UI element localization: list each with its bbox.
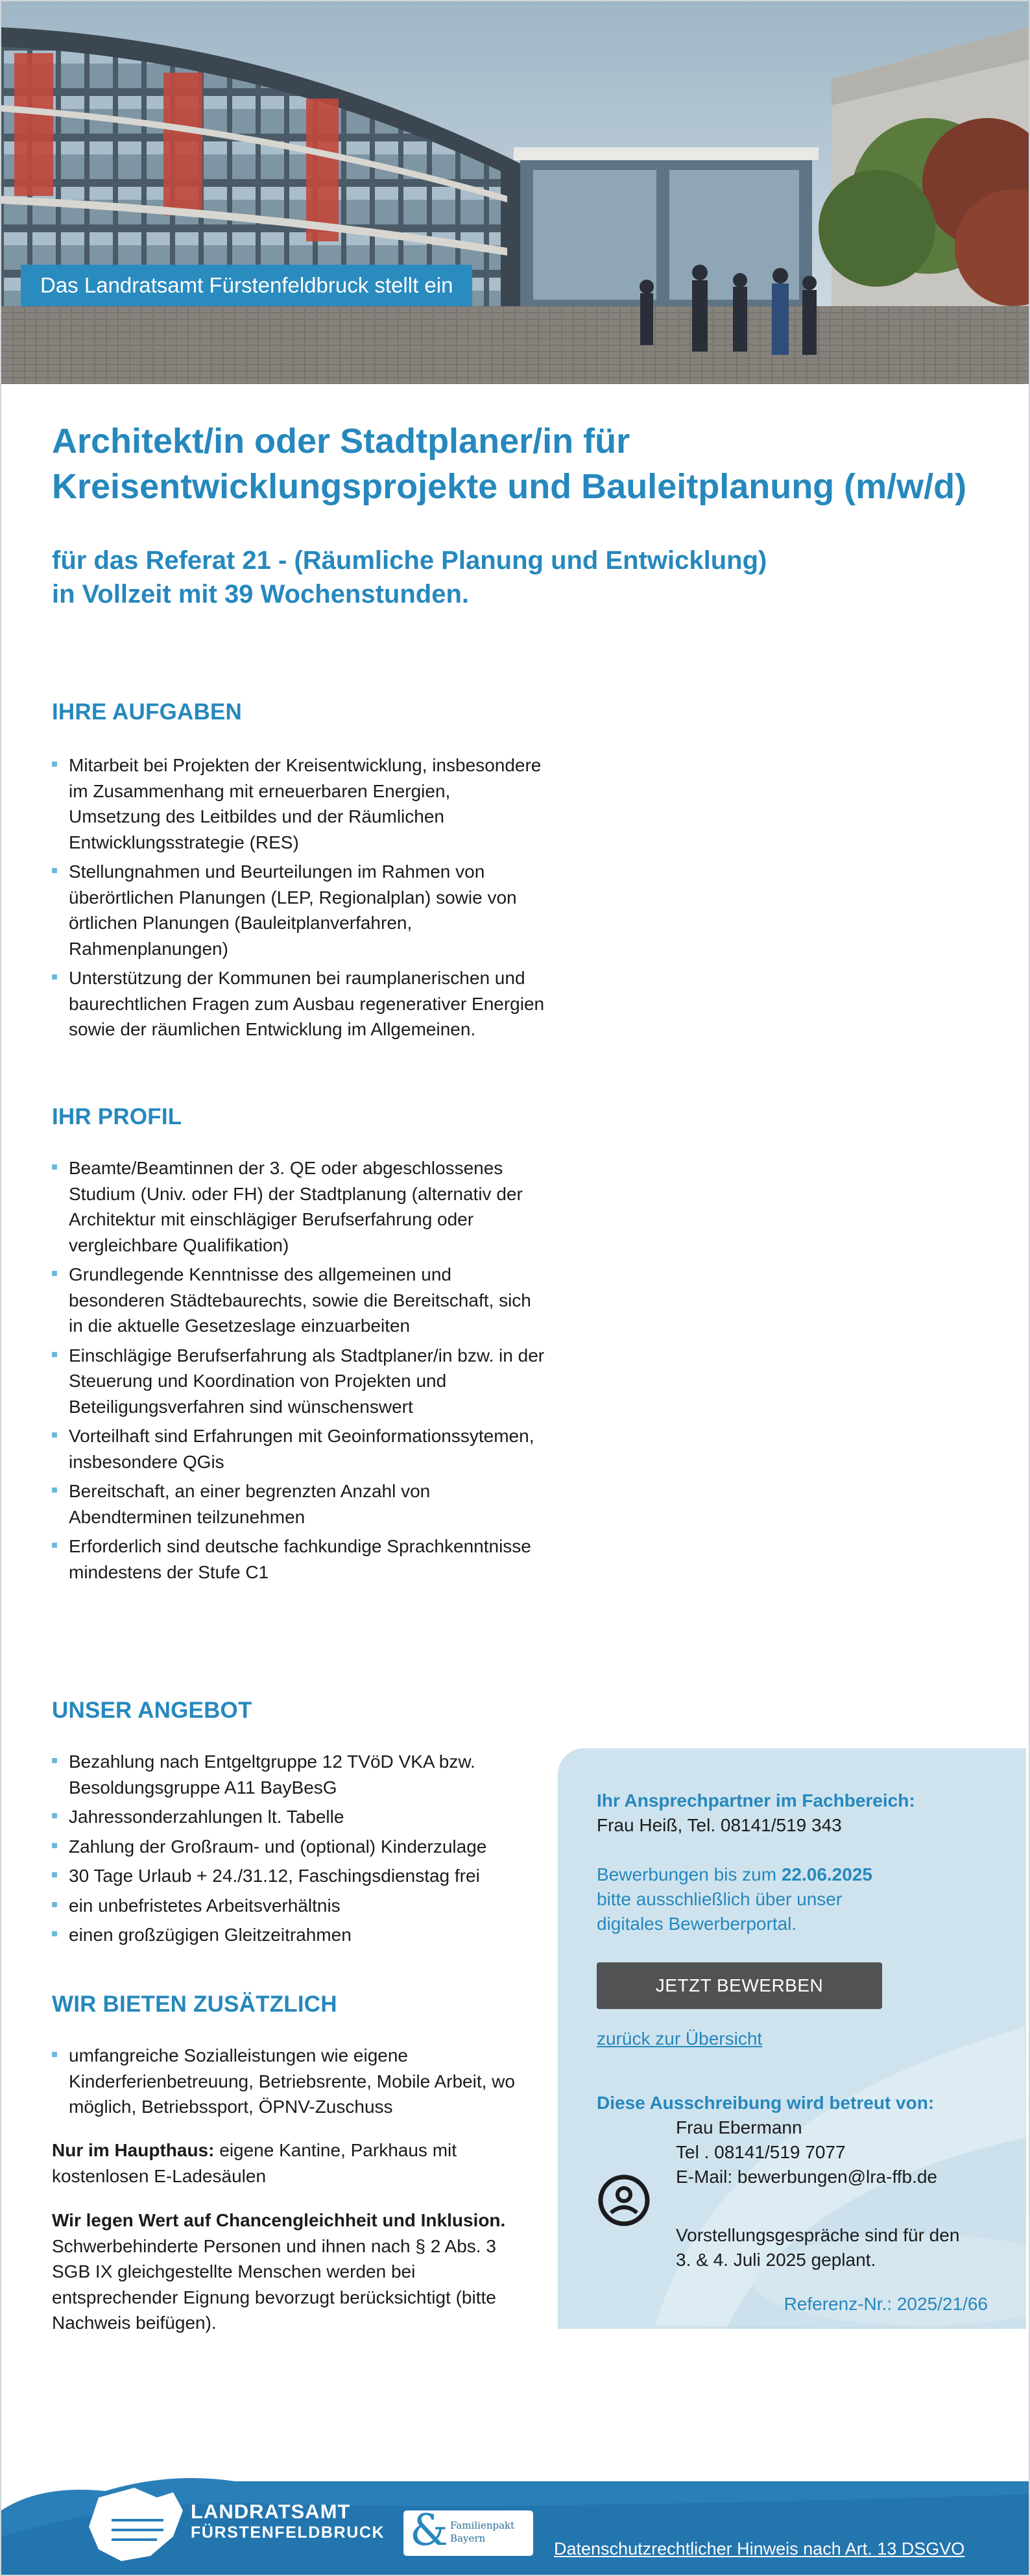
list-item: Einschlägige Berufserfahrung als Stadtplaner/in bzw. in der Steuerung und Koordination von Projekten und Beteiligungsverfahren sind wünschenswert — [52, 1343, 545, 1420]
interview-line1: Vorstellungsgespräche sind für den — [676, 2225, 960, 2245]
list-item: Beamte/Beamtinnen der 3. QE oder abgeschlossenes Studium (Univ. oder FH) der Stadtplanung (alternativ der Architektur mit einschlägiger Berufserfahrung oder vergleichbare Qualifikation) — [52, 1155, 545, 1258]
job-title-line1: Architekt/in oder Stadtplaner/in für — [52, 422, 630, 461]
list-item: Zahlung der Großraum- und (optional) Kinderzulage — [52, 1834, 545, 1860]
section-title-angebot: UNSER ANGEBOT — [52, 1698, 252, 1723]
angebot-list — [52, 1749, 545, 1952]
deadline-line1 — [597, 1862, 872, 1887]
zusaetzlich-list — [52, 2043, 545, 2124]
fach-person: Frau Heiß, Tel. 08141/519 343 — [597, 1815, 842, 1835]
back-link-wrap — [597, 2028, 762, 2049]
betreut-label: Diese Ausschreibung wird betreut von: — [597, 2093, 935, 2113]
ampersand-icon: & — [410, 2505, 448, 2555]
deadline-line2: bitte ausschließlich über unser — [597, 1889, 843, 1909]
job-title — [52, 418, 1012, 509]
contact-box — [558, 1748, 1026, 2329]
list-item: Stellungnahmen und Beurteilungen im Rahmen von überörtlichen Planungen (LEP, Regionalplan) sowie von örtlichen Planungen (Bauleitplanverfahren, Rahmenplanungen) — [52, 859, 545, 961]
section-title-aufgaben: IHRE AUFGABEN — [52, 699, 242, 725]
haupthaus-note — [52, 2137, 532, 2189]
deadline-line3: digitales Bewerberportal. — [597, 1914, 797, 1934]
inklusion-note — [52, 2208, 532, 2336]
deadline-date: 22.06.2025 — [781, 1864, 872, 1884]
betreut-name: Frau Ebermann — [676, 2117, 802, 2137]
fach-label: Ihr Ansprechpartner im Fachbereich: — [597, 1790, 915, 1811]
betreut-tel: Tel . 08141/519 7077 — [676, 2142, 846, 2162]
list-item: ein unbefristetes Arbeitsverhältnis — [52, 1893, 545, 1919]
job-subtitle-line1: für das Referat 21 - (Räumliche Planung und Entwicklung) — [52, 546, 767, 575]
list-item: Bezahlung nach Entgeltgruppe 12 TVöD VKA bzw. Besoldungsgruppe A11 BayBesG — [52, 1749, 545, 1800]
familienpakt-logo — [403, 2505, 533, 2556]
list-item: Bereitschaft, an einer begrenzten Anzahl von Abendterminen teilzunehmen — [52, 1478, 545, 1530]
list-item: Vorteilhaft sind Erfahrungen mit Geoinformationssytemen, insbesondere QGis — [52, 1423, 545, 1475]
footer — [1, 2459, 1029, 2575]
betreut-email: E-Mail: bewerbungen@lra-ffb.de — [676, 2167, 938, 2187]
logo-line1: LANDRATSAMT — [191, 2500, 351, 2523]
inklusion-text: Schwerbehinderte Personen und ihnen nach § 2 Abs. 3 SGB IX gleichgestellte Menschen werden bei entsprechender Eignung bevorzugt berücksichtigt (bitte Nachweis beifügen). — [52, 2235, 496, 2333]
aufgaben-list — [52, 752, 545, 1046]
person-icon — [597, 2173, 651, 2228]
apply-button[interactable]: JETZT BEWERBEN — [597, 1962, 882, 2009]
list-item: Unterstützung der Kommunen bei raumplanerischen und baurechtlichen Fragen zum Ausbau regenerativer Energien sowie der räumlichen Entwicklung im Allgemeinen. — [52, 965, 545, 1042]
list-item: umfangreiche Sozialleistungen wie eigene Kinderferienbetreuung, Betriebsrente, Mobile Arbeit, wo möglich, Betriebssport, ÖPNV-Zuschuss — [52, 2043, 545, 2120]
section-title-zusaetzlich: WIR BIETEN ZUSÄTZLICH — [52, 1992, 337, 2017]
haupthaus-label: Nur im Haupthaus: — [52, 2140, 215, 2160]
hero-photo — [1, 1, 1029, 384]
familienpakt-line1: Familienpakt — [450, 2520, 515, 2531]
list-item: Mitarbeit bei Projekten der Kreisentwicklung, insbesondere im Zusammenhang mit erneuerbaren Energien, Umsetzung des Leitbildes und der Räumlichen Entwicklungsstrategie (RES) — [52, 752, 545, 855]
job-subtitle-line2: in Vollzeit mit 39 Wochenstunden. — [52, 580, 470, 608]
list-item: Erforderlich sind deutsche fachkundige Sprachkenntnisse mindestens der Stufe C1 — [52, 1534, 545, 1585]
hero-banner: Das Landratsamt Fürstenfeldbruck stellt ein — [21, 265, 472, 306]
section-title-profil: IHR PROFIL — [52, 1104, 182, 1129]
deadline-prefix: Bewerbungen bis zum — [597, 1864, 782, 1884]
job-title-line2: Kreisentwicklungsprojekte und Bauleitplanung (m/w/d) — [52, 467, 967, 506]
logo-line2: FÜRSTENFELDBRUCK — [191, 2523, 385, 2542]
familienpakt-line2: Bayern — [450, 2533, 486, 2544]
landratsamt-logo — [191, 2501, 385, 2544]
job-subtitle — [52, 544, 960, 611]
back-to-overview-link[interactable]: zurück zur Übersicht — [597, 2028, 763, 2049]
haupthaus-text: eigene Kantine, Parkhaus mit kostenlosen E-Ladesäulen — [52, 2140, 457, 2186]
list-item: Jahressonderzahlungen lt. Tabelle — [52, 1804, 545, 1830]
list-item: 30 Tage Urlaub + 24./31.12, Faschingsdienstag frei — [52, 1863, 545, 1889]
privacy-notice-link[interactable]: Datenschutzrechtlicher Hinweis nach Art. 13 DSGVO — [554, 2539, 965, 2558]
building-photo — [1, 1, 1029, 384]
list-item: Grundlegende Kenntnisse des allgemeinen und besonderen Städtebaurechts, sowie die Bereitschaft, sich in die aktuelle Gesetzeslage einzuarbeiten — [52, 1262, 545, 1339]
profil-list — [52, 1155, 545, 1589]
inklusion-label: Wir legen Wert auf Chancengleichheit und Inklusion. — [52, 2210, 506, 2230]
reference-number: Referenz-Nr.: 2025/21/66 — [784, 2294, 988, 2314]
list-item: einen großzügigen Gleitzeitrahmen — [52, 1922, 545, 1948]
interview-line2: 3. & 4. Juli 2025 geplant. — [676, 2250, 876, 2270]
